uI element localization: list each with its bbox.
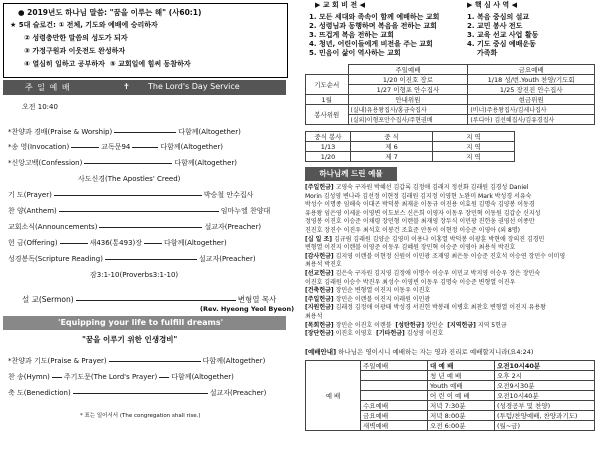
after-item: 찬 송(Hymn) 주기도문(The Lord's Prayer) 다함께(Altogether) [8, 373, 234, 381]
after-item: *찬양과 기도(Praise & Prayer) 다함께(Altogether) [8, 357, 266, 365]
schedule-cell: 오전10시40분 [495, 361, 595, 371]
duty-cell: 1/27 이형포 안수집사 [348, 85, 468, 95]
worship-note: 하나님은 영이시니 예배하는 자는 영과 진리로 예배할지니라(요4:24) [338, 348, 534, 356]
table-row: Youth 예배 오전9시30분 [306, 381, 595, 391]
duty-cell: (루디아) 김선혜집사/김유경집사 [468, 115, 595, 125]
order-item: *송 영(Invocation) 교독문94 다함께(Altogether) [8, 143, 224, 151]
yearly-goal-box [3, 3, 288, 78]
order-item: 찬 양(Anthem) 임마누엘 찬양대 [8, 207, 271, 215]
offering-row: [건축헌금] 장민순 변형열 이진지 이동우 이진호 [305, 287, 431, 295]
offering-row: 박성수 이명종 임해숙 이대곤 박덕봉 최재윤 이동규 이진용 이효원 김명숙 김양봉 이동경 [305, 201, 535, 209]
motto-4: ④ 열심히 일하고 공부하자 ⑤ 교회일에 힘써 동참하자 [24, 60, 191, 68]
offering-row: [주일헌금] 장민순 이랜블 이진지 이래원 이민광 [305, 295, 431, 303]
bulletin-left-panel [0, 0, 295, 463]
motto-3: ③ 가정구원과 이웃전도 완성하자 [24, 47, 126, 55]
offering-row: 유용왕 임은영 이세윤 이영변 이도보스 신은희 이영자 이동우 장민혁 이동원 김갑순 신지성 [305, 209, 541, 217]
order-item: *신앙고백(Confession) 다함께(Altogether) [8, 159, 237, 167]
duty-cell: 1/20 이진호 장로 [348, 75, 468, 85]
sermon-row: 설 교(Sermon) 변형열 목사 [22, 295, 277, 304]
mission-item: 1. 복음 중심의 설교 [467, 13, 530, 21]
duty-row-label: 봉사위원 [306, 105, 349, 125]
goal-title: ● 2019년도 하나님 말씀: "꿈을 이루는 해" (사60:1) [18, 8, 202, 17]
lunch-table [305, 131, 515, 162]
offering-list [305, 184, 597, 339]
lunch-header: 중 식 [351, 132, 433, 142]
sermon-title-en: 'Equipping your life to fulfill dreams' [58, 318, 224, 327]
motto-2: ② 성령충만한 말씀의 성도가 되자 [24, 34, 128, 42]
offering-row: 이진호 김래원 이승수 박진우 최성수 이영빈 이동우 김명숙 이승준 변형열 이진우 [305, 278, 516, 286]
duty-cell: (비너)주용왕집사/김세나집사 [468, 105, 595, 115]
stand-note: * 표는 일어서서 (The congregation shall rise.) [80, 413, 201, 419]
duty-row-label: 기도순서 [306, 75, 349, 95]
duty-table [305, 64, 595, 125]
table-row: 금요예배 저녁 8:00분 (투텀/찬양예배, 찬양과기도) [306, 411, 595, 421]
scripture-passage: 잠3:1-10(Proverbs3:1-10) [90, 271, 179, 279]
offering-row: [감사헌금] 김지영 이랜블 이현정 신원이 이민광 조재영 최은동 이승준 진호석 이승연 장민수 이미영 [305, 252, 566, 260]
worship-note-row [305, 348, 533, 357]
order-item: 헌 금(Offering) 새436(통493)장 다함께(Altogether) [8, 239, 227, 247]
vision-title: ▶ 교 회 비 전 ◀ [315, 1, 365, 9]
vision-item: 5. 민음이 삶이 역사하는 교회 [309, 49, 401, 57]
schedule-label: 예 배 [306, 361, 361, 431]
mission-item: 4. 기도 중심 예배운동 [467, 40, 536, 48]
offering-row: [십 일 조] 김규림 김래원 김양순 김영미 이용나 이홍열 박덕봉 이광훈 박현애 장의진 김경민 [305, 235, 545, 243]
mission-item: 2. 교민 봉사 전도 [467, 22, 523, 30]
offering-row: [장단헌금] 이진호 이영호 [기타헌금] 김성영 이진호 [305, 330, 444, 338]
vision-item: 1. 모든 세대와 족속이 함께 예배하는 교회 [309, 13, 440, 21]
duty-cell: (실내)유용왕집사/홍금숙집사 [348, 105, 468, 115]
table-row: 어 린 이 예 배 오전10시40분 [306, 391, 595, 401]
table-row: 1/13 제 6 지 역 [306, 142, 515, 152]
lunch-header: 지 역 [433, 132, 515, 142]
lunch-header: 중식 봉사 [306, 132, 351, 142]
schedule-cell: 대 예 배 [428, 361, 495, 371]
sermon-title-ko: "꿈을 이루기 위한 인생경비" [82, 335, 178, 344]
service-time: 오전 10:40 [22, 103, 58, 111]
order-item: 기 도(Prayer) 박승철 안수집사 [8, 191, 254, 199]
bulletin-right-panel [305, 0, 600, 463]
schedule-table [305, 360, 595, 431]
offering-row: 최용석 박진호 [305, 261, 342, 269]
offering-row: 진진호 장진수 이진우 최석호 이봉건 조효준 안동이 이현정 이승준 이영아 (외 8명) [305, 226, 520, 234]
banner-title-en: The Lord's Day Service [148, 82, 240, 91]
vision-list [309, 13, 439, 58]
offering-row: 변형열 이진지 이랜블 이영준 이동우 김혜원 장민혁 이승준 이영아 최용석 박진호 [305, 244, 516, 252]
preacher-en: (Rev. Hyeong Yeol Byeon) [200, 305, 295, 313]
schedule-cell: 주일예배 [361, 361, 428, 371]
order-item: 성경봉독(Scripture Reading) 설교자(Preacher) [8, 255, 256, 263]
banner-title-ko: 주 일 예 배 [25, 83, 71, 92]
offering-row: [주일헌금] 고영숙 구자원 박혜선 김갑록 김정애 김래지 정선화 김래원 김경성 Daniel [305, 184, 529, 191]
service-banner [3, 80, 286, 95]
vision-item: 4. 청년, 어린이들에게 비전을 주는 교회 [309, 40, 433, 48]
order-item: 교회소식(Announcements) 설교자(Preacher) [8, 223, 262, 231]
table-row: 수요예배 저녁 7:30분 (성경공부 및 찬양) [306, 401, 595, 411]
table-row: 1/20 제 7 지 역 [306, 152, 515, 162]
mission-title: ▶ 핵 심 사 역 ◀ [467, 1, 517, 9]
worship-tag: [예배안내] [305, 348, 337, 356]
duty-header: 주일예배 [348, 65, 468, 75]
table-row: 새벽예배 오전 6:00분 (월~금) [306, 421, 595, 431]
duty-header: 안내위원 [348, 95, 468, 105]
offering-title: 하나님께 드린 예물 [305, 167, 397, 181]
mission-item: 가족화 [477, 49, 498, 57]
vision-item: 3. 뜨겁게 복음 전하는 교회 [309, 31, 394, 39]
duty-cell: (실외)이형포안수집사/주현권배 [348, 115, 468, 125]
vision-item: 2. 성령님과 동행하며 복음을 전하는 교회 [309, 22, 437, 30]
after-item: 축 도(Benediction) 설교자(Preacher) [8, 389, 267, 397]
offering-row: [지원헌금] 김래정 김정애 이광태 박성경 서진헌 박봉래 이병호 최찬호 변형열 이진지 유용왕 [305, 304, 546, 312]
offering-row: 정영봉 이진호 이승준 이채령 장민형 이랜블 최재영 장두식 이민광 진헌웅 권영선 이종만 [305, 218, 535, 226]
offering-row: [선교헌금] 김은숙 구자원 김지영 김정애 이명수 이승우 이민교 박지영 이승우 장은 장민숙 [305, 269, 541, 277]
duty-header: 현금위원 [468, 95, 595, 105]
offering-row: [목회헌금] 장민순 이진호 이랜블 [성탄헌금] 장민순 [지역헌금] 지역 5헌금 [305, 321, 507, 329]
order-item: *찬양과 경배(Praise & Worship) 다함께(Altogether) [8, 128, 241, 136]
mission-list [467, 13, 538, 58]
duty-cell: 1/18 성/번.Youth 찬양/기도회 [468, 75, 595, 85]
motto-title: ★ 5대 슬로건: ① 전체, 기도와 예배에 승리하자 [10, 21, 158, 29]
duty-header: 금요예배 [468, 65, 595, 75]
cross-icon: ✝ [123, 82, 130, 91]
duty-cell: 1/25 장진진 안수집사 [468, 85, 595, 95]
duty-row-label: 1월 [306, 95, 349, 105]
offering-row: Morin 김성영 변나라 김선정 이현정 김래원 김지정 이영현 노완미 Mark 박성경 서유숙 [305, 192, 532, 200]
mission-item: 3. 교육 선교 사업 활동 [467, 31, 539, 39]
offering-row: 최용석 [305, 312, 323, 320]
order-item-creed: 사도신경(The Apostles' Creed) [78, 175, 181, 183]
table-row: 청 년 예 배 오후 2시 [306, 371, 595, 381]
